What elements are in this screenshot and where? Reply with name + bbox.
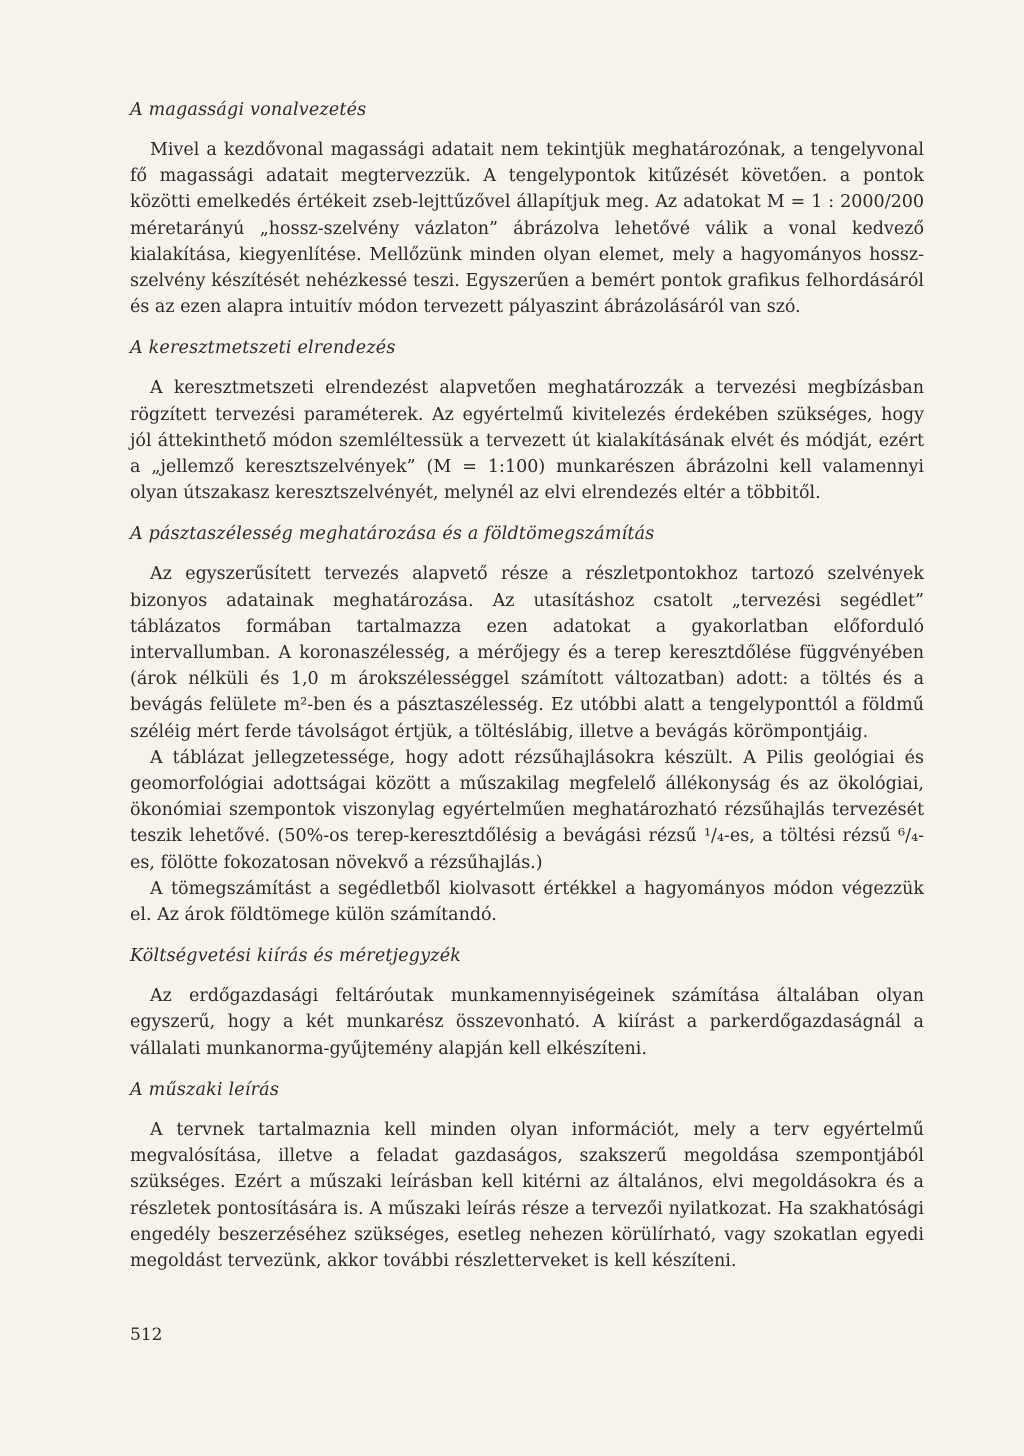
section-heading: A pásztaszélesség meghatározása és a földtömegszámítás (130, 524, 655, 545)
paragraph: Az erdőgazdasági feltáróutak munkamennyiségeinek számítása általában olyan egyszerű, hogy a két munkarész összevonható. A kiírást a parkerdőgazdaságnál a vállalati munkanorma-gyűjtemény alapján kell elkészíteni. (130, 986, 924, 1059)
page-body (130, 97, 924, 1274)
paragraph: A tömegszámítást a segédletből kiolvasott értékkel a hagyományos módon végezzük el. Az árok földtömege külön számítandó. (130, 878, 924, 926)
section-heading: A műszaki leírás (130, 1079, 279, 1100)
paragraph: Az egyszerűsített tervezés alapvető része a részletpontokhoz tartozó szelvények bizonyos adatainak meghatározása. Az utasításhoz csatolt „tervezési segédlet” táblázatos formában tartalmazza ezen adatokat a gyakorlatban előforduló intervallumban. A koronaszélesség, a mérőjegy és a terep keresztdőlése függvényében (árok nélküli és 1,0 m árokszélességgel számított változatban) adott: a töltés és a bevágás felülete m²-ben és a pásztaszélesség. Ez utóbbi alatt a tengelyponttól a földmű széléig mért ferde távolságot értjük, a töltéslábig, illetve a bevágás körömpontjáig. (130, 564, 924, 742)
section-heading: Költségvetési kiírás és méretjegyzék (130, 946, 462, 967)
paragraph: A keresztmetszeti elrendezést alapvetően meghatározzák a tervezési megbízásban rögzített tervezési paraméterek. Az egyértelmű kivitelezés érdekében szükséges, hogy jól áttekinthető módon szemléltessük a tervezett út kialakításának elvét és módját, ezért a „jellemző keresztszelvények” (M = 1:100) munkarészen ábrázolni kell valamennyi olyan útszakasz keresztszelvényét, melynél az elvi elrendezés eltér a többitől. (130, 378, 924, 504)
paragraph: Mivel a kezdővonal magassági adatait nem tekintjük meghatározónak, a tengelyvonal fő magassági adatait megtervezzük. A tengelypontok kitűzését követően. a pontok közötti emelkedés értékeit zseb-lejttűzővel állapítjuk meg. Az adatokat M = 1 : 2000/200 méretarányú „hossz-szelvény vázlaton” ábrázolva lehetővé válik a vonal kedvező kialakítása, kiegyenlítése. Mellőzünk minden olyan elemet, mely a hagyományos hossz-szelvény készítését nehézkessé teszi. Egyszerűen a bemért pontok grafikus felhordásáról és az ezen alapra intuitív módon tervezett pályaszint ábrázolásáról van szó. (130, 140, 924, 318)
paragraph: A táblázat jellegzetessége, hogy adott rézsűhajlásokra készült. A Pilis geológiai és geomorfológiai adottságai között a műszakilag megfelelő állékonyság és az ökológiai, ökonómiai szempontok viszonylag egyértelműen meghatározható rézsűhajlás tervezését teszik lehetővé. (50%-os terep-keresztdőlésig a bevágási rézsű ¹/₄-es, a töltési rézsű ⁶/₄-es, fölötte fokozatosan növekvő a rézsűhajlás.) (130, 747, 924, 873)
section-heading: A keresztmetszeti elrendezés (130, 338, 396, 359)
paragraph: A tervnek tartalmaznia kell minden olyan információt, mely a terv egyértelmű megvalósítása, illetve a feladat gazdaságos, szakszerű megoldása szempontjából szükséges. Ezért a műszaki leírásban kell kitérni az általános, elvi megoldásokra és a részletek pontosítására is. A műszaki leírás része a tervezői nyilatkozat. Ha szakhatósági engedély beszerzéséhez szükséges, esetleg nehezen körülírható, vagy szokatlan egyedi megoldást tervezünk, akkor további részletterveket is kell készíteni. (130, 1119, 924, 1271)
page-number: 512 (130, 1325, 163, 1345)
section-heading: A magassági vonalvezetés (130, 100, 367, 120)
